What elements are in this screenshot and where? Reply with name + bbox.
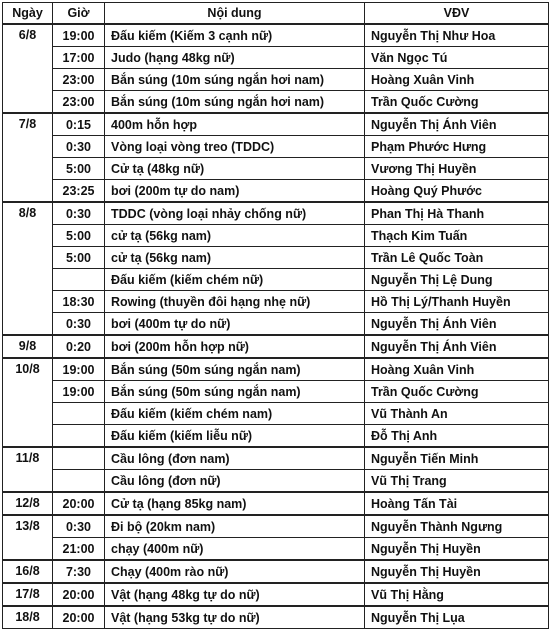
- athlete-cell: Phạm Phước Hưng: [365, 136, 549, 158]
- event-cell: Judo (hạng 48kg nữ): [105, 47, 365, 69]
- time-cell: 19:00: [53, 358, 105, 381]
- time-cell: 0:30: [53, 515, 105, 538]
- event-cell: Chạy (400m rào nữ): [105, 560, 365, 583]
- athlete-cell: Nguyễn Thị Lệ Dung: [365, 269, 549, 291]
- table-row: [3, 447, 549, 470]
- event-cell: Bắn súng (10m súng ngắn hơi nam): [105, 91, 365, 114]
- time-cell: 0:20: [53, 335, 105, 358]
- table-row: [3, 470, 549, 493]
- event-cell: chạy (400m nữ): [105, 538, 365, 561]
- athlete-cell: Hồ Thị Lý/Thanh Huyền: [365, 291, 549, 313]
- time-cell: 5:00: [53, 158, 105, 180]
- time-cell: 17:00: [53, 47, 105, 69]
- table-row: [3, 515, 549, 538]
- event-cell: Vật (hạng 48kg tự do nữ): [105, 583, 365, 606]
- table-row: [3, 225, 549, 247]
- time-cell: 0:30: [53, 136, 105, 158]
- event-cell: cử tạ (56kg nam): [105, 247, 365, 269]
- table-row: [3, 47, 549, 69]
- time-cell: 19:00: [53, 24, 105, 47]
- athlete-cell: Trần Quốc Cường: [365, 91, 549, 114]
- event-cell: bơi (200m hỗn hợp nữ): [105, 335, 365, 358]
- table-header: [3, 3, 549, 25]
- table-row: [3, 583, 549, 606]
- time-cell: 5:00: [53, 247, 105, 269]
- time-cell: 20:00: [53, 492, 105, 515]
- time-cell: 19:00: [53, 381, 105, 403]
- athlete-cell: Nguyễn Thị Như Hoa: [365, 24, 549, 47]
- time-cell: 18:30: [53, 291, 105, 313]
- event-cell: 400m hỗn hợp: [105, 113, 365, 136]
- date-cell: 16/8: [3, 560, 53, 583]
- header-time: Giờ: [53, 3, 105, 25]
- athlete-cell: Vương Thị Huyền: [365, 158, 549, 180]
- athlete-cell: Phan Thị Hà Thanh: [365, 202, 549, 225]
- time-cell: [53, 447, 105, 470]
- athlete-cell: Hoàng Xuân Vinh: [365, 358, 549, 381]
- time-cell: 20:00: [53, 606, 105, 629]
- athlete-cell: Nguyễn Tiến Minh: [365, 447, 549, 470]
- athlete-cell: Nguyễn Thành Ngưng: [365, 515, 549, 538]
- athlete-cell: Văn Ngọc Tú: [365, 47, 549, 69]
- date-cell: 13/8: [3, 515, 53, 560]
- athlete-cell: Trần Quốc Cường: [365, 381, 549, 403]
- table-row: [3, 202, 549, 225]
- athlete-cell: Hoàng Tấn Tài: [365, 492, 549, 515]
- table-row: [3, 358, 549, 381]
- event-cell: Đấu kiếm (Kiếm 3 cạnh nữ): [105, 24, 365, 47]
- table-row: [3, 335, 549, 358]
- time-cell: 0:30: [53, 202, 105, 225]
- athlete-cell: Vũ Thị Trang: [365, 470, 549, 493]
- athlete-cell: Vũ Thị Hằng: [365, 583, 549, 606]
- event-cell: Bắn súng (50m súng ngắn nam): [105, 381, 365, 403]
- date-cell: 9/8: [3, 335, 53, 358]
- athlete-cell: Trần Lê Quốc Toàn: [365, 247, 549, 269]
- athlete-cell: Đỗ Thị Anh: [365, 425, 549, 448]
- table-row: [3, 606, 549, 629]
- event-cell: Bắn súng (10m súng ngắn hơi nam): [105, 69, 365, 91]
- event-cell: TDDC (vòng loại nhảy chống nữ): [105, 202, 365, 225]
- header-event: Nội dung: [105, 3, 365, 25]
- athlete-cell: Thạch Kim Tuấn: [365, 225, 549, 247]
- event-cell: Đi bộ (20km nam): [105, 515, 365, 538]
- time-cell: [53, 403, 105, 425]
- event-cell: Đấu kiếm (kiếm liễu nữ): [105, 425, 365, 448]
- date-cell: 17/8: [3, 583, 53, 606]
- header-row: [3, 3, 549, 25]
- event-cell: Cầu lông (đơn nam): [105, 447, 365, 470]
- header-athlete: VĐV: [365, 3, 549, 25]
- athlete-cell: Nguyễn Thị Ánh Viên: [365, 313, 549, 336]
- time-cell: 23:25: [53, 180, 105, 203]
- time-cell: [53, 425, 105, 448]
- time-cell: [53, 470, 105, 493]
- table-row: [3, 158, 549, 180]
- time-cell: 0:30: [53, 313, 105, 336]
- schedule-table: [2, 2, 549, 629]
- table-row: [3, 113, 549, 136]
- event-cell: cử tạ (56kg nam): [105, 225, 365, 247]
- time-cell: 23:00: [53, 69, 105, 91]
- date-cell: 10/8: [3, 358, 53, 447]
- athlete-cell: Hoàng Quý Phước: [365, 180, 549, 203]
- event-cell: bơi (200m tự do nam): [105, 180, 365, 203]
- time-cell: 23:00: [53, 91, 105, 114]
- table-row: [3, 91, 549, 114]
- date-cell: 11/8: [3, 447, 53, 492]
- table-row: [3, 381, 549, 403]
- athlete-cell: Nguyễn Thị Huyền: [365, 538, 549, 561]
- date-cell: 6/8: [3, 24, 53, 113]
- event-cell: Rowing (thuyền đôi hạng nhẹ nữ): [105, 291, 365, 313]
- date-cell: 18/8: [3, 606, 53, 629]
- date-cell: 7/8: [3, 113, 53, 202]
- table-row: [3, 136, 549, 158]
- event-cell: Vật (hạng 53kg tự do nữ): [105, 606, 365, 629]
- event-cell: Đấu kiếm (kiếm chém nam): [105, 403, 365, 425]
- event-cell: Cầu lông (đơn nữ): [105, 470, 365, 493]
- table-body: [3, 24, 549, 629]
- time-cell: 20:00: [53, 583, 105, 606]
- table-row: [3, 291, 549, 313]
- table-row: [3, 403, 549, 425]
- time-cell: 5:00: [53, 225, 105, 247]
- table-row: [3, 425, 549, 448]
- athlete-cell: Nguyễn Thị Huyền: [365, 560, 549, 583]
- table-row: [3, 69, 549, 91]
- table-row: [3, 180, 549, 203]
- athlete-cell: Vũ Thành An: [365, 403, 549, 425]
- table-row: [3, 538, 549, 561]
- event-cell: Vòng loại vòng treo (TDDC): [105, 136, 365, 158]
- table-row: [3, 560, 549, 583]
- table-row: [3, 247, 549, 269]
- table-row: [3, 492, 549, 515]
- athlete-cell: Hoàng Xuân Vinh: [365, 69, 549, 91]
- header-date: Ngày: [3, 3, 53, 25]
- table-row: [3, 269, 549, 291]
- athlete-cell: Nguyễn Thị Ánh Viên: [365, 113, 549, 136]
- event-cell: Cử tạ (48kg nữ): [105, 158, 365, 180]
- time-cell: 7:30: [53, 560, 105, 583]
- athlete-cell: Nguyễn Thị Ánh Viên: [365, 335, 549, 358]
- event-cell: Bắn súng (50m súng ngắn nam): [105, 358, 365, 381]
- athlete-cell: Nguyễn Thị Lụa: [365, 606, 549, 629]
- table-row: [3, 24, 549, 47]
- date-cell: 12/8: [3, 492, 53, 515]
- event-cell: Đấu kiếm (kiếm chém nữ): [105, 269, 365, 291]
- event-cell: Cử tạ (hạng 85kg nam): [105, 492, 365, 515]
- time-cell: [53, 269, 105, 291]
- time-cell: 0:15: [53, 113, 105, 136]
- table-row: [3, 313, 549, 336]
- time-cell: 21:00: [53, 538, 105, 561]
- event-cell: bơi (400m tự do nữ): [105, 313, 365, 336]
- date-cell: 8/8: [3, 202, 53, 335]
